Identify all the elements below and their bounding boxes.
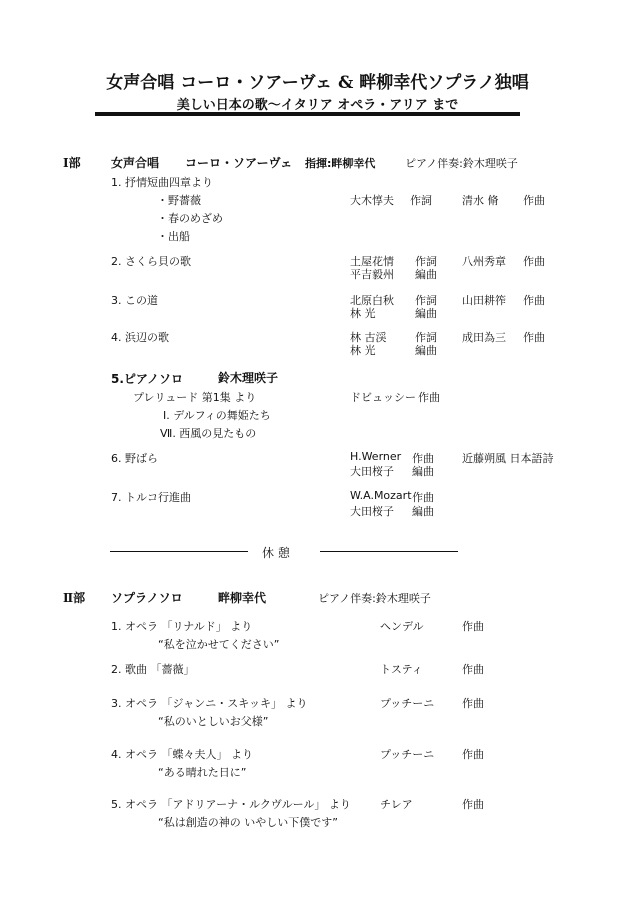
credit-name: ドビュッシー — [350, 391, 416, 404]
part1-item-4-title: 4. 浜辺の歌 — [111, 331, 169, 344]
credit-role: 編曲 — [415, 344, 437, 357]
credit-role-2: 作曲 — [523, 255, 545, 268]
part2-item-3-title: 3. オペラ 「ジャンニ・スキッキ」 より — [111, 697, 308, 710]
credit-role: 編曲 — [412, 505, 434, 518]
credit-role: 編曲 — [415, 268, 437, 281]
part1-item-7-title: 7. トルコ行進曲 — [111, 491, 191, 504]
part1-item-1-sub-1: ・野薔薇 — [157, 194, 201, 207]
part2-item-3-composer: プッチーニ — [380, 697, 435, 710]
part2-group: ソプラノソロ — [111, 591, 183, 605]
credit-name: 大田桜子 — [350, 505, 394, 518]
part2-item-4-aria: “ある晴れた日に” — [158, 766, 247, 779]
credit-name: 林 光 — [350, 307, 376, 320]
part2-item-4-title: 4. オペラ 「蝶々夫人」 より — [111, 748, 253, 761]
part2-item-2-title: 2. 歌曲 「薔薇」 — [111, 663, 195, 676]
part1-item-1-sub-3: ・出船 — [157, 230, 190, 243]
credit-role: 作詞 — [415, 255, 437, 268]
part1-item-3-title: 3. この道 — [111, 294, 158, 307]
credit-role: 編曲 — [412, 465, 434, 478]
credit-name: 林 古渓 — [350, 331, 387, 344]
part2-item-5-role: 作曲 — [462, 798, 484, 811]
credit-name: 土屋花情 — [350, 255, 394, 268]
part2-item-1-role: 作曲 — [462, 620, 484, 633]
part1-label: Ⅰ部 — [63, 156, 81, 170]
credit-role: 作詞 — [415, 331, 437, 344]
credit-name-2: 清水 脩 — [462, 194, 499, 207]
piano-solo-piece-1: Ⅰ. デルフィの舞姫たち — [163, 409, 271, 422]
piano-solo-piece-2: Ⅶ. 西風の見たもの — [160, 427, 257, 440]
part1-item-1-sub-2: ・春のめざめ — [157, 212, 223, 225]
credit-name-2: 八州秀章 — [462, 255, 506, 268]
credit-role: 作曲 — [418, 391, 440, 404]
part2-label: Ⅱ部 — [63, 591, 86, 605]
part2-item-5-aria: “私は創造の神の いやしい下僕です” — [158, 816, 338, 829]
piano-solo-subtitle: プレリュード 第1集 より — [133, 391, 257, 404]
credit-name: 林 光 — [350, 344, 376, 357]
part1-item-2-title: 2. さくら貝の歌 — [111, 255, 191, 268]
part2-pianist: ピアノ伴奏:鈴木理咲子 — [318, 592, 431, 605]
credit-role-2: 作曲 — [523, 331, 545, 344]
part2-item-4-composer: プッチーニ — [380, 748, 435, 761]
part1-choir: コーロ・ソアーヴェ — [185, 156, 293, 170]
part2-item-4-role: 作曲 — [462, 748, 484, 761]
part2-item-5-composer: チレア — [380, 798, 413, 811]
title-rule — [95, 112, 520, 116]
part2-item-1-title: 1. オペラ 「リナルド」 より — [111, 620, 253, 633]
intermission-label: 休 憩 — [262, 546, 290, 560]
credit-name: 大田桜子 — [350, 465, 394, 478]
credit-role-2: 作曲 — [523, 194, 545, 207]
credit-role-2: 作曲 — [523, 294, 545, 307]
part1-item-6-title: 6. 野ばら — [111, 452, 158, 465]
part1-group: 女声合唱 — [111, 156, 160, 170]
part2-item-2-role: 作曲 — [462, 663, 484, 676]
credit-name: 平吉毅州 — [350, 268, 394, 281]
part2-performer: 畔柳幸代 — [218, 591, 267, 605]
page-title: 女声合唱 コーロ・ソアーヴェ & 畔柳幸代ソプラノ独唱 — [106, 73, 529, 93]
credit-role: 作詞 — [415, 294, 437, 307]
intermission-rule-right — [320, 551, 458, 552]
credit-role: 作曲 — [412, 491, 434, 504]
piano-solo-performer: 鈴木理咲子 — [218, 371, 279, 385]
page-subtitle: 美しい日本の歌〜イタリア オペラ・アリア まで — [176, 98, 459, 113]
part2-item-3-role: 作曲 — [462, 697, 484, 710]
part2-item-5-title: 5. オペラ 「アドリアーナ・ルクヴルール」 より — [111, 798, 351, 811]
credit-role: 編曲 — [415, 307, 437, 320]
credit-name-2: 山田耕筰 — [462, 294, 506, 307]
part2-item-1-composer: ヘンデル — [380, 620, 424, 633]
credit-name-2: 近藤朔風 日本語詩 — [462, 452, 554, 465]
credit-name: 大木惇夫 — [350, 194, 394, 207]
intermission-rule-left — [110, 551, 248, 552]
credit-name: H.Werner — [350, 450, 402, 463]
part2-item-1-aria: “私を泣かせてください” — [158, 638, 280, 651]
part2-item-3-aria: “私のいとしいお父様” — [158, 715, 269, 728]
credit-name-2: 成田為三 — [462, 331, 506, 344]
credit-name: 北原白秋 — [350, 294, 394, 307]
part1-item-1-title: 1. 抒情短曲四章より — [111, 176, 213, 189]
credit-role: 作曲 — [412, 452, 434, 465]
part2-item-2-composer: トスティ — [380, 663, 423, 676]
part1-item-5-title: 5.ピアノソロ — [111, 372, 183, 386]
credit-name: W.A.Mozart — [350, 489, 412, 502]
part1-pianist: ピアノ伴奏:鈴木理咲子 — [405, 157, 518, 170]
credit-role: 作詞 — [410, 194, 432, 207]
part1-conductor: 指揮:畔柳幸代 — [305, 157, 376, 170]
